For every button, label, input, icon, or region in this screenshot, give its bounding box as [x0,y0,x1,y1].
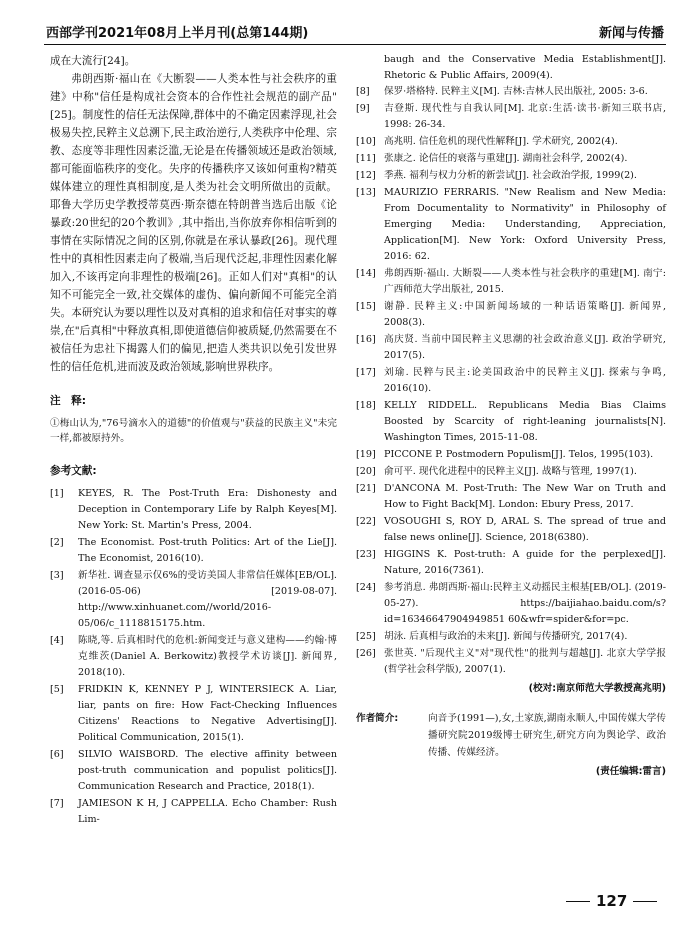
section-header: 新闻与传播 [598,26,664,41]
reference-text: 张世英. "后现代主义"对"现代性"的批判与超越[J]. 北京大学学报(哲学社会科学版), 2007(1). [384,648,666,675]
reference-text: 新华社. 调查显示仅6%的受访美国人非常信任媒体[EB/OL]. (2016-05-06) [2019-08-07]. http://www.xinhuanet.com//world/2016-05/06/c_1118815175.htm. [78,570,337,629]
reference-number: [4] [50,635,64,646]
reference-text: 张康之. 论信任的衰落与重建[J]. 湖南社会科学, 2002(4). [384,153,628,164]
reference-continuation: baugh and the Conservative Media Establishment[J]. Rhetoric & Public Affairs, 2009(4). [384,54,666,81]
reference-number: [10] [356,136,376,147]
reference-item [356,266,666,298]
reference-text: MAURIZIO FERRARIS. "New Realism and New Media: From Documentality to Normativity" in Philosophy of Emerging Media: Understanding, Appreciation, Application[M]. New York: Oxford University Press, 2016: 62. [384,187,666,262]
author-bio-text: 向音予(1991—),女,土家族,湖南永顺人,中国传媒大学传播研究院2019级博士研究生,研究方向为舆论学、政治传播、传媒经济。 [428,713,666,758]
reference-number: [5] [50,684,64,695]
reference-item [356,185,666,265]
proofreader-note: (校对:南京师范大学教授高兆明) [528,683,666,694]
reference-item [50,633,337,681]
reference-number: [3] [50,570,64,581]
reference-number: [23] [356,549,376,560]
reference-number: [22] [356,516,376,527]
reference-text: HIGGINS K. Post-truth: A guide for the perplexed[J]. Nature, 2016(7361). [384,549,666,576]
reference-item [356,151,666,167]
reference-item [356,447,666,463]
reference-item [356,464,666,480]
reference-number: [11] [356,153,376,164]
reference-text: D'ANCONA M. Post-Truth: The New War on Truth and How to Fight Back[M]. London: Ebury Press, 2017. [384,483,666,510]
reference-item [356,299,666,331]
reference-item [356,646,666,678]
journal-header: 西部学刊2021年08月上半月刊(总第144期) [46,26,309,41]
reference-item [356,84,666,100]
note-item: ①梅山认为,"76号滴水入的道德"的价值观与"获益的民族主义"未完一样,都被原持外。 [50,418,337,444]
reference-number: [13] [356,187,376,198]
page-number-dash-left [566,901,590,902]
reference-number: [9] [356,103,370,114]
reference-text: JAMIESON K H, J CAPPELLA. Echo Chamber: Rush Lim- [78,798,337,825]
body-paragraph-1: 成在大流行[24]。 [50,55,136,67]
reference-number: [20] [356,466,376,477]
body-paragraph-2: 弗朗西斯·福山在《大断裂——人类本性与社会秩序的重建》中称"信任是构成社会资本的合作性社会规范的副产品"[25]。制度性的信任无法保障,群体中的不确定因素浮现,社会极易失控,民粹主义总溯下,民主政治逆行,人类秩序中伦理、宗教、态度等非理性因素泛滥,无论是在传播领域还是政治领域,都可能面临秩序的变化。失序的传播秩序又该如何重构?精英媒体建立的理性真相制度,是人类为社会文明所做出的贡献。耶鲁大学历史学教授蒂莫西·斯奈德在特朗普当选后出版《论暴政:20世纪的20个教训》,其中指出,当你放弃你相信听到的事情在实际情况之间的区别,你就是在承认暴政[26]。现代理性中的真相性因素走向了极端,当后现代泛起,非理性因素化解加入,不该再定向非理性的极端[26]。正如人们对"真相"的认知不可能完全一致,社交媒体的虚伪、偏向新闻不可能完全消失。本研究认为要以理性以及对真相的追求和信任对事实的尊崇,在"后真相"中释放真相,即使道德信仰被质疑,仍然需要在不被信任为忠社下揭露人们的偏见,把造人类共识以免引发世界性的信任危机,进而波及政治领域,影响世界秩序。 [50,73,337,373]
notes-title: 注 释: [50,395,87,407]
left-column [50,52,337,829]
reference-text: 刘瑜. 民粹与民主:论美国政治中的民粹主义[J]. 探索与争鸣, 2016(10). [384,367,666,394]
author-bio-label: 作者简介: [356,713,399,724]
reference-item [356,514,666,546]
reference-text: 吉登斯. 现代性与自我认同[M]. 北京:生活·读书·新知三联书店, 1998: 26-34. [384,103,666,130]
reference-number: [19] [356,449,376,460]
reference-number: [24] [356,582,376,593]
reference-number: [8] [356,86,370,97]
references-title: 参考文献: [50,465,97,477]
reference-text: 高兆明. 信任危机的现代性解释[J]. 学术研究, 2002(4). [384,136,618,147]
reference-number: [25] [356,631,376,642]
reference-number: [26] [356,648,376,659]
reference-text: 保罗·塔格特. 民粹主义[M]. 吉林:吉林人民出版社, 2005: 3-6. [384,86,648,97]
reference-text: The Economist. Post-truth Politics: Art of the Lie[J]. The Economist, 2016(10). [78,537,337,564]
reference-text: 弗朗西斯·福山. 大断裂——人类本性与社会秩序的重建[M]. 南宁:广西师范大学出版社, 2015. [384,268,666,295]
reference-number: [1] [50,488,64,499]
reference-item [50,747,337,795]
author-bio [356,710,666,761]
reference-item [50,682,337,746]
reference-text: PICCONE P. Postmodern Populism[J]. Telos, 1995(103). [384,449,654,460]
reference-number: [12] [356,170,376,181]
page-number [560,892,663,910]
reference-number: [14] [356,268,376,279]
header-rule [44,44,666,45]
reference-text: 胡泳. 后真相与政治的未来[J]. 新闻与传播研究, 2017(4). [384,631,628,642]
right-column [356,52,666,781]
reference-item [356,134,666,150]
reference-item [356,580,666,628]
reference-item [356,481,666,513]
reference-item [50,486,337,534]
reference-text: 季燕. 福利与权力分析的新尝试[J]. 社会政治学报, 1999(2). [384,170,637,181]
reference-text: KEYES, R. The Post-Truth Era: Dishonesty and Deception in Contemporary Life by Ralph Keyes[M]. New York: St. Martin's Press, 2004. [78,488,337,531]
responsible-editor: (责任编辑:雷言) [595,766,666,777]
reference-item [356,547,666,579]
reference-number: [21] [356,483,376,494]
reference-number: [2] [50,537,64,548]
reference-text: 参考消息. 弗朗西斯·福山:民粹主义动摇民主根基[EB/OL]. (2019-05-27). https://baijiahao.baidu.com/s?id=16346647904949851 60&wfr=spider&for=pc. [384,582,666,625]
reference-text: 高庆贤. 当前中国民粹主义思潮的社会政治意义[J]. 政治学研究, 2017(5). [384,334,666,361]
reference-text: VOSOUGHI S, ROY D, ARAL S. The spread of true and false news online[J]. Science, 2018(6380). [384,516,666,543]
reference-text: 俞可平. 现代化进程中的民粹主义[J]. 战略与管理, 1997(1). [384,466,637,477]
reference-item [356,365,666,397]
reference-item [356,101,666,133]
reference-item [50,535,337,567]
reference-number: [15] [356,301,376,312]
reference-text: SILVIO WAISBORD. The elective affinity between post-truth communication and populist politics[J]. Communication Research and Practice, 2018(1). [78,749,337,792]
page-number-dash-right [633,901,657,902]
reference-number: [7] [50,798,64,809]
references-list-left [50,486,337,828]
reference-item [50,568,337,632]
reference-text: FRIDKIN K, KENNEY P J, WINTERSIECK A. Liar, liar, pants on fire: How Fact-Checking Influences Citizens' Reactions to Negative Advertising[J]. Political Communication, 2015(1). [78,684,337,743]
page-number-text: 127 [596,892,628,910]
reference-number: [16] [356,334,376,345]
reference-text: KELLY RIDDELL. Republicans Media Bias Claims Boosted by Scarcity of right-leaning journalists[N]. Washington Times, 2015-11-08. [384,400,666,443]
reference-number: [18] [356,400,376,411]
reference-item [356,398,666,446]
reference-item [356,629,666,645]
references-list-right [356,84,666,678]
reference-number: [6] [50,749,64,760]
reference-text: 谢静. 民粹主义:中国新闻场域的一种话语策略[J]. 新闻界, 2008(3). [384,301,666,328]
reference-item [356,168,666,184]
reference-item [356,332,666,364]
reference-text: 陈晓,等. 后真相时代的危机:新闻变迁与意义建构——约翰·博克维茨(Daniel A. Berkowitz)教授学术访谈[J]. 新闻界, 2018(10). [78,635,337,678]
reference-number: [17] [356,367,376,378]
reference-item [50,796,337,828]
